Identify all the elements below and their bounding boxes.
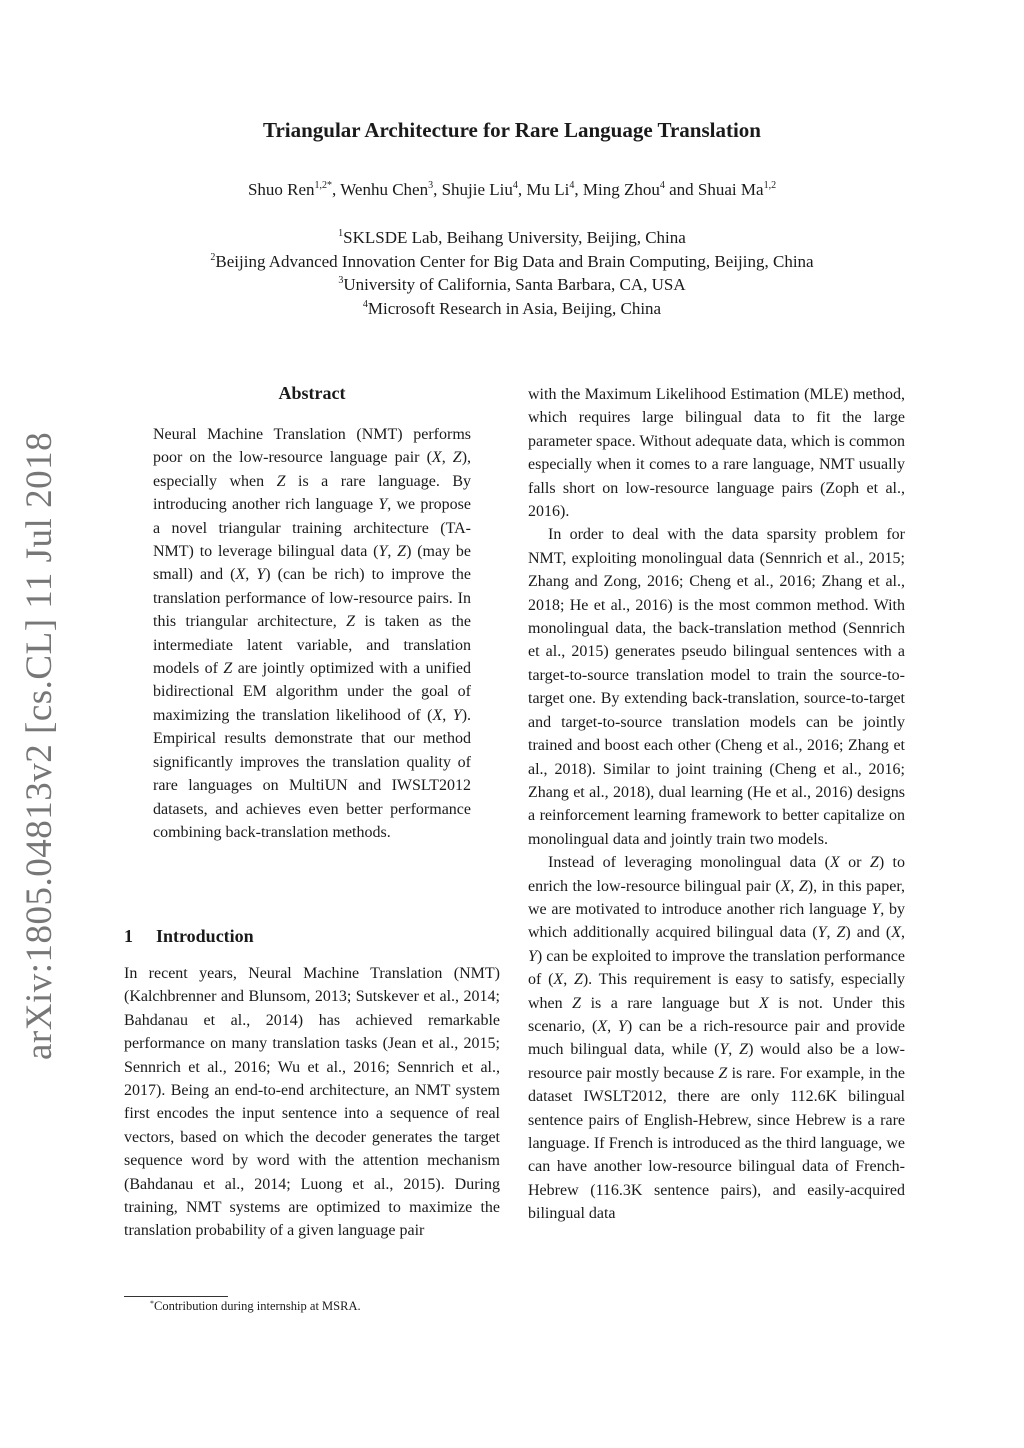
footnote-rule [124, 1296, 228, 1297]
intro-paragraph-1: In recent years, Neural Machine Translation (NMT) (Kalchbrenner and Blunsom, 2013; Sutskever et al., 2014; Bahdanau et al., 2014) has achieved remarkable performance on many translation tasks (Jean et al., 2015; Sennrich et al., 2016; Wu et al., 2016; Sennrich et al., 2017). Being an end-to-end architecture, an NMT system first encodes the input sentence into a sequence of real vectors, based on which the decoder generates the target sequence word by word with the attention mechanism (Bahdanau et al., 2014; Luong et al., 2015). During training, NMT systems are optimized to maximize the translation probability of a given language pair [124, 965, 500, 1240]
author-list: Shuo Ren$^{1,2*}$, Wenhu Chen$^3$, Shujie Liu$^4$, Mu Li$^4$, Ming Zhou$^4$ and Shuai Ma$^{1,2}$ [247, 180, 777, 199]
introduction-left-column [124, 962, 500, 1243]
section-title: Introduction [156, 926, 254, 946]
affiliation-3: $^3$University of California, Santa Barbara, CA, USA [338, 275, 686, 294]
intro-paragraph-3: Instead of leveraging monolingual data (X or Z) to enrich the low-resource bilingual pair (X, Z), in this paper, we are motivated to introduce another rich language Y, by which additionally acquired bilingual data (Y, Z) and (X, Y) can be exploited to improve the translation performance of (X, Z). This requirement is easy to satisfy, especially when Z is a rare language but X is not. Under this scenario, (X, Y) can be a rich-resource pair and provide much bilingual data, while (Y, Z) would also be a low-resource pair mostly because Z is rare. For example, in the dataset IWSLT2012, there are only 112.6K bilingual sentence pairs of English-Hebrew, since Hebrew is a rare language. If French is introduced as the third language, we can have another low-resource bilingual data of French-Hebrew (116.3K sentence pairs), and easily-acquired bilingual data [528, 854, 906, 1223]
intro-paragraph-2: In order to deal with the data sparsity problem for NMT, exploiting monolingual data (Sennrich et al., 2015; Zhang and Zong, 2016; Cheng et al., 2016; Zhang et al., 2018; He et al., 2016) is the most common method. With monolingual data, the back-translation method (Sennrich et al., 2015) generates pseudo bilingual sentences with a target-to-source translation model to train the source-to-target one. By extending back-translation, source-to-target and target-to-source translation models can be jointly trained and boost each other (Cheng et al., 2016; Zhang et al., 2018). Similar to joint training (Cheng et al., 2016; Zhang et al., 2018), dual learning (He et al., 2016) designs a reinforcement learning framework to better capitalize on monolingual data and jointly train two models. [528, 526, 905, 848]
abstract-text: Neural Machine Translation (NMT) performs poor on the low-resource language pair (X, Z), especially when Z is a rare language. By introducing another rich language Y, we propose a novel triangular training architecture (TA-NMT) to leverage bilingual data (Y, Z) (may be small) and (X, Y) (can be rich) to improve the translation performance of low-resource pairs. In this triangular architecture, Z is taken as the intermediate latent variable, and translation models of Z are jointly optimized with a unified bidirectional EM algorithm under the goal of maximizing the translation likelihood of (X, Y). Empirical results demonstrate that our method significantly improves the translation quality of rare languages on MultiUN and IWSLT2012 datasets, and achieves even better performance combining back-translation methods. [153, 426, 472, 841]
abstract-heading: Abstract [278, 383, 346, 403]
section-heading-introduction [124, 926, 254, 947]
affiliation-2: $^2$Beijing Advanced Innovation Center for Big Data and Brain Computing, Beijing, China [210, 251, 814, 271]
section-number: 1 [124, 926, 133, 946]
footnote: *Contribution during internship at MSRA. [150, 1299, 361, 1313]
intro-paragraph-1-continued: with the Maximum Likelihood Estimation (MLE) method, which requires large bilingual data to fit the large parameter space. Without adequate data, which is common especially when it comes to a rare language, NMT usually falls short on low-resource language pairs (Zoph et al., 2016). [528, 386, 905, 521]
affiliations [0, 226, 1024, 320]
paper-title: Triangular Architecture for Rare Language Translation [263, 118, 761, 142]
affiliation-1: $^1$SKLSDE Lab, Beihang University, Beijing, China [338, 228, 686, 247]
right-column [528, 383, 905, 1226]
affiliation-4: $^4$Microsoft Research in Asia, Beijing, China [362, 298, 662, 318]
arxiv-identifier: arXiv:1805.04813v2 [cs.CL] 11 Jul 2018 [19, 431, 60, 1060]
